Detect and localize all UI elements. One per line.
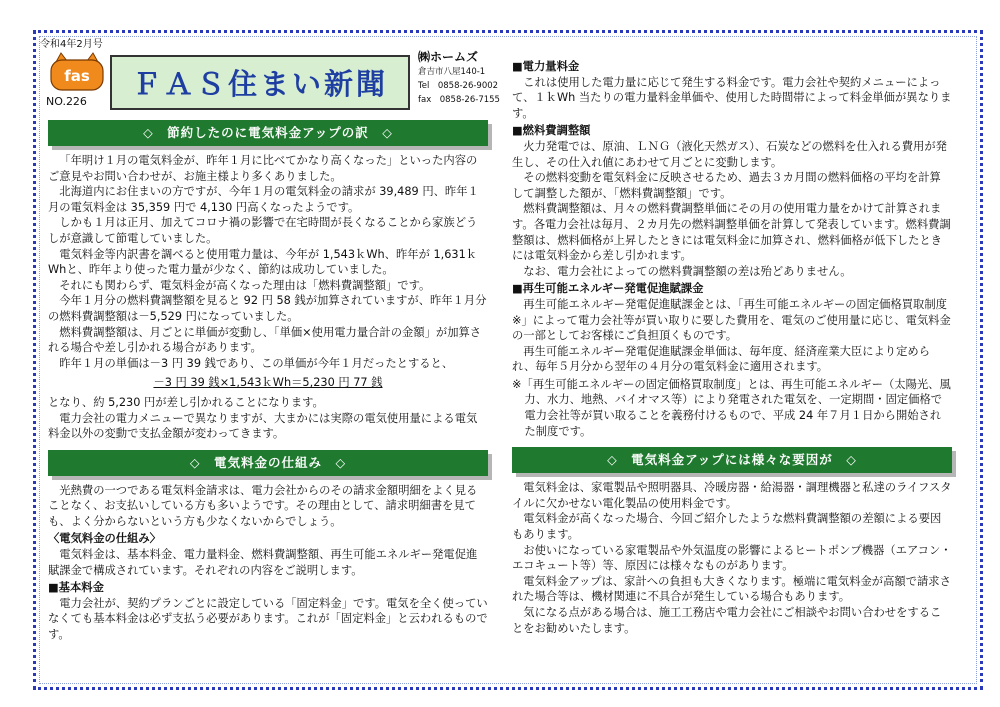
paragraph: お使いになっている家電製品や外気温度の影響によるヒートポンプ機器（エアコン・エコキュート等）等、原因には様々なものがあります。 bbox=[512, 543, 952, 573]
paragraph: 電気料金は、家電製品や照明器具、冷暖房器・給湯器・調理機器と私達のライフスタイルに欠かせない電化製品の使用料金です。 bbox=[512, 481, 952, 510]
paragraph: 燃料費調整額は、月々の燃料費調整単価にその月の使用電力量をかけて計算されます。各電力会社は毎月、２カ月先の燃料調整単価を計算して発表しています。燃料費調整額は、燃料価格が上昇したときには電気料金に加算され、燃料価格が低下したときには電気料金から差し引かれます。 bbox=[512, 202, 951, 263]
company-name: ㈱ホームズ bbox=[418, 50, 479, 64]
paragraph: 火力発電では、原油、ＬＮＧ（液化天然ガス）、石炭などの燃料を仕入れる費用が発生し、その仕入れ値にあわせて月ごとに変動します。 bbox=[512, 139, 947, 169]
calculation-formula: －3 円 39 銭×1,543ｋWh＝5,230 円 77 銭 bbox=[153, 376, 383, 390]
section-banner-electricity-increase: ◇ 節約したのに電気料金アップの訳 ◇ bbox=[48, 120, 488, 146]
paragraph: 気になる点がある場合は、施工工務店や電力会社にご相談やお問い合わせをすることをお勧めいたします。 bbox=[512, 606, 942, 635]
paragraph: となり、約 5,230 円が差し引かれることになります。 bbox=[48, 395, 324, 409]
paragraph: 電力会社が、契約プランごとに設定している「固定料金」です。電気を全く使っていなくても基本料金は必ず支払う必要があります。これが「固定料金」と云われるものです。 bbox=[48, 596, 488, 642]
paragraph: 電気料金アップは、家計への負担も大きくなります。極端に電気料金が高額で請求された場合等は、機材関連に不具合が発生している場合もあります。 bbox=[512, 574, 951, 604]
subheading-energy-charge: ■電力量料金 bbox=[512, 60, 580, 73]
paragraph: 電気料金は、基本料金、電力量料金、燃料費調整額、再生可能エネルギー発電促進賦課金で構成されています。それぞれの内容をご説明します。 bbox=[48, 548, 478, 577]
right-column bbox=[512, 57, 952, 636]
newsletter-title: ＦＡＳ住まい新聞 bbox=[110, 55, 410, 110]
paragraph: なお、電力会社によっての燃料費調整額の差は殆どありません。 bbox=[523, 264, 852, 278]
subheading-fuel-adjustment: ■燃料費調整額 bbox=[512, 124, 591, 138]
company-fax: fax 0858-26-7155 bbox=[418, 95, 500, 105]
left-column bbox=[48, 118, 488, 643]
paragraph: 北海道内にお住まいの方ですが、今年１月の電気料金の請求が 39,489 円、昨年１月の電気料金は 35,359 円で 4,130 円高くなったようです。 bbox=[48, 185, 479, 214]
issue-number: NO.226 bbox=[46, 95, 87, 108]
paragraph: その燃料変動を電気料金に反映させるため、過去３カ月間の燃料価格の平均を計算して調整した額が、「燃料費調整額」です。 bbox=[512, 171, 941, 200]
company-address: 倉吉市八屋140-1 bbox=[418, 67, 486, 77]
paragraph: 電気料金等内訳書を調べると使用電力量は、今年が 1,543ｋWh、昨年が 1,631ｋWhと、昨年より使った電力量が少なく、節約は成功していました。 bbox=[48, 247, 478, 277]
paragraph: 「年明け１月の電気料金が、昨年１月に比べてかなり高くなった」といった内容のご意見やお問い合わせが、お施主様より多くありました。 bbox=[48, 154, 478, 183]
paragraph: 再生可能エネルギー発電促進賦課金とは、「再生可能エネルギーの固定価格買取制度※」によって電力会社等が買い取りに要した費用を、電気のご使用量に応じ、電気料金の一部としてお客様にご負担頂くものです。 bbox=[512, 297, 951, 343]
footnote: ※「再生可能エネルギーの固定価格買取制度」とは、再生可能エネルギー（太陽光、風力、水力、地熱、バイオマス等）により発電された電気を、一定期間・固定価格で電力会社等が買い取ることを義務付けるもので、平成 24 年７月１日から開始された制度です。 bbox=[512, 377, 951, 438]
paragraph: しかも１月は正月、加えてコロナ禍の影響で在宅時間が長くなることから家族どうしが意識して節電していました。 bbox=[48, 216, 478, 245]
subheading: 〈電気料金の仕組み〉 bbox=[48, 532, 161, 546]
paragraph: 電気料金が高くなった場合、今回ご紹介したような燃料費調整額の差額による要因もあります。 bbox=[512, 512, 942, 542]
fas-logo bbox=[48, 52, 106, 92]
section-banner-various-causes: ◇ 電気料金アップには様々な要因が ◇ bbox=[512, 447, 952, 473]
company-info bbox=[418, 48, 508, 107]
paragraph: これは使用した電力量に応じて発生する料金です。電力会社や契約メニューによって、１ｋWh 当たりの電力量料金単価や、使用した時間帯によって料金単価が異なります。 bbox=[512, 75, 952, 120]
paragraph: それにも関わらず、電気料金が高くなった理由は「燃料費調整額」です。 bbox=[59, 278, 431, 292]
paragraph: 燃料費調整額は、月ごとに単価が変動し、「単価×使用電力量合計の金額」が加算される場合や差し引かれる場合があります。 bbox=[48, 325, 482, 355]
subheading-renewable-levy: ■再生可能エネルギー発電促進賦課金 bbox=[512, 282, 704, 296]
paragraph: 昨年１月の単価は－3 円 39 銭であり、この単価が今年１月だったとすると、 bbox=[59, 356, 454, 370]
paragraph: 今年１月分の燃料費調整額を見ると 92 円 58 銭が加算されていますが、昨年１月分の燃料費調整額は－5,529 円になっていました。 bbox=[48, 294, 487, 323]
company-tel: Tel 0858-26-9002 bbox=[418, 81, 499, 91]
section-banner-pricing-structure: ◇ 電気料金の仕組み ◇ bbox=[48, 450, 488, 476]
issue-date: 令和4年2月号 bbox=[40, 39, 103, 50]
logo-text: fas bbox=[64, 67, 90, 85]
paragraph: 光熱費の一つである電気料金請求は、電力会社からのその請求金額明細をよく見ることなく、お支払いしている方も多いようです。その理由として、請求明細書を見ても、よく分からないという方も少なくないからでしょう。 bbox=[48, 483, 478, 528]
paragraph: 再生可能エネルギー発電促進賦課金単価は、毎年度、経済産業大臣により定められ、毎年５月分から翌年の４月分の電気料金に適用されます。 bbox=[512, 344, 930, 374]
paragraph: 電力会社の電力メニューで異なりますが、大まかには実際の電気使用量による電気料金以外の変動で支払金額が変わってきます。 bbox=[48, 411, 478, 441]
subheading-basic-charge: ■基本料金 bbox=[48, 581, 104, 595]
